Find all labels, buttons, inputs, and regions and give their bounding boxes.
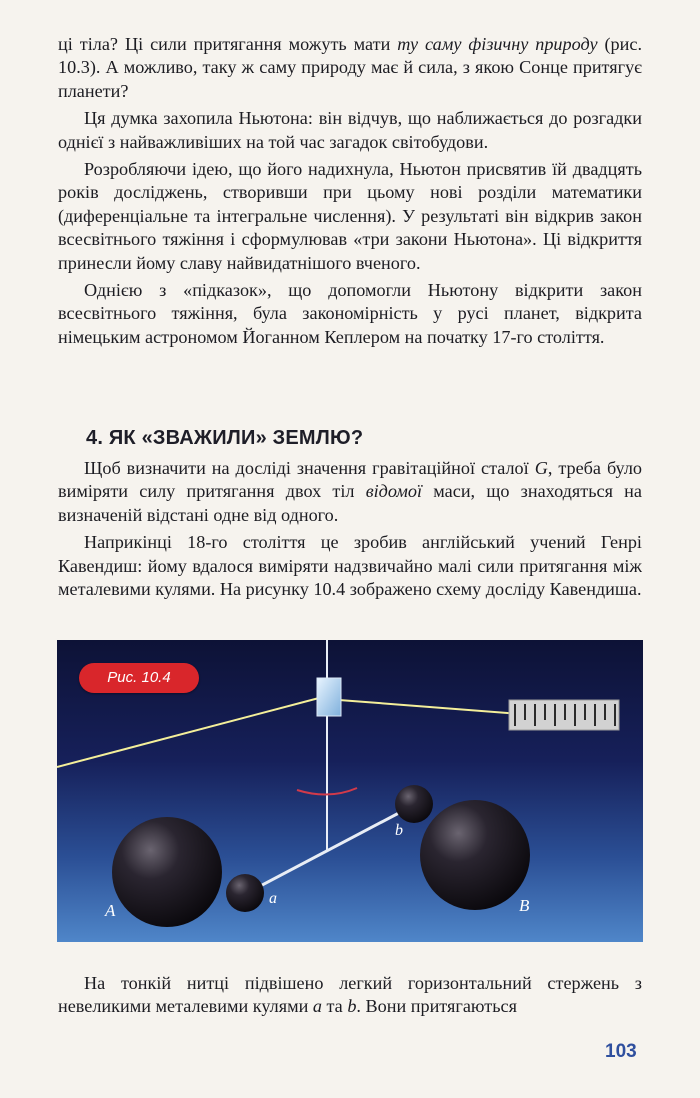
text-run: ці тіла? Ці сили притягання можуть мати bbox=[58, 34, 398, 54]
figure-label-badge: Рис. 10.4 bbox=[79, 663, 199, 693]
label-small-left: a bbox=[269, 890, 277, 907]
text-run: Щоб визначити на досліді значення гравітаційної сталої bbox=[84, 458, 535, 478]
paragraph bbox=[58, 531, 642, 601]
text-run: (рис. 10.3). А можливо, таку ж саму природу має й сила, з якою Сонце притягує планети? bbox=[58, 34, 642, 101]
text-run: b bbox=[347, 996, 357, 1017]
text-run: маси, що знаходяться на визначеній відстані одне від одного. bbox=[58, 481, 642, 525]
page-number: 103 bbox=[605, 1041, 637, 1062]
paragraph bbox=[58, 457, 642, 527]
paragraph bbox=[58, 972, 642, 1019]
measurement-scale bbox=[509, 700, 619, 730]
text-run: ту саму фізичну природу bbox=[397, 34, 598, 54]
large-sphere-a bbox=[112, 817, 222, 927]
text-run: Розробляючи ідею, що його надихнула, Ньютон присвятив їй двадцять років досліджень, створивши при цьому нові розділи математики (диференціальне та інтегральне числення). У результаті він відкрив закон всесвітнього тяжіння і сформулював «три закони Ньютона». Ці відкриття принесли йому славу найвидатнішого вченого. bbox=[58, 159, 642, 273]
text-block-middle bbox=[58, 457, 642, 605]
section-heading: 4. ЯК «ЗВАЖИЛИ» ЗЕМЛЮ? bbox=[86, 427, 364, 449]
text-run: Однією з «підказок», що допомогли Ньютону відкрити закон всесвітнього тяжіння, була закономірність у русі планет, відкрита німецьким астрономом Йоганном Кеплером на початку 17-го століття. bbox=[58, 280, 642, 347]
text-run: Ця думка захопила Ньютона: він відчув, що наближається до розгадки однієї з найважливіших на той час загадок світобудови. bbox=[58, 108, 642, 152]
mirror bbox=[317, 678, 341, 716]
text-run: Наприкінці 18-го століття це зробив англійський учений Генрі Кавендиш: йому вдалося виміряти надзвичайно малі сили притягання між металевими кулями. На рисунку 10.4 зображено схему досліду Кавендиша. bbox=[58, 532, 642, 600]
text-run: та bbox=[321, 996, 348, 1017]
text-run: G bbox=[534, 458, 548, 478]
text-run: . Вони притягаються bbox=[356, 996, 517, 1017]
text-block-top bbox=[58, 33, 642, 353]
small-sphere-b bbox=[395, 785, 433, 823]
figure-cavendish-experiment bbox=[57, 640, 643, 942]
text-run: , треба було виміряти силу притягання двох тіл bbox=[58, 458, 643, 502]
incident-light-ray bbox=[57, 698, 319, 767]
text-block-bottom bbox=[58, 972, 642, 1023]
paragraph bbox=[58, 158, 642, 275]
label-big-right: B bbox=[519, 896, 530, 915]
large-sphere-b bbox=[420, 800, 530, 910]
label-big-left: A bbox=[105, 901, 116, 920]
text-run: a bbox=[312, 996, 322, 1017]
torsion-rod bbox=[247, 805, 414, 893]
small-sphere-a bbox=[226, 874, 264, 912]
paragraph bbox=[58, 107, 642, 154]
paragraph bbox=[58, 33, 642, 103]
paragraph bbox=[58, 279, 642, 349]
text-run: На тонкій нитці підвішено легкий горизонтальний стержень з невеликими металевими кулями bbox=[58, 973, 642, 1017]
label-small-right: b bbox=[395, 822, 403, 839]
text-run: відомої bbox=[365, 481, 423, 502]
